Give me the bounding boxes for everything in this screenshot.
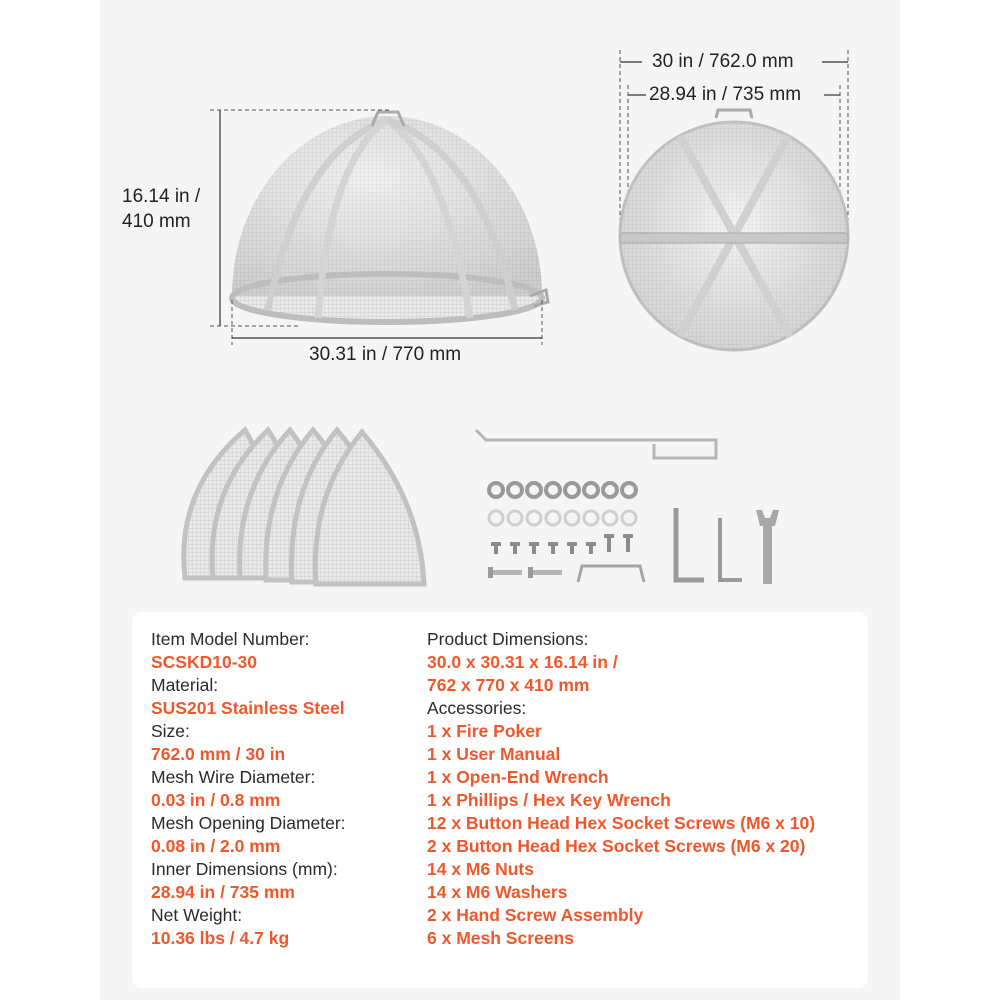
net-weight-label: Net Weight: [151, 905, 243, 925]
accessory-item: 14 x M6 Nuts [427, 859, 534, 879]
washer [622, 511, 636, 525]
accessory-item: 1 x Open-End Wrench [427, 767, 609, 787]
inner-dimensions-value: 28.94 in / 735 mm [151, 882, 295, 902]
hand-screw [530, 570, 562, 575]
nut [527, 483, 541, 497]
screw [491, 542, 501, 554]
hex-key [676, 508, 704, 580]
accessory-item: 12 x Button Head Hex Socket Screws (M6 x 10) [427, 813, 816, 833]
hand-screw [490, 570, 522, 575]
accessories-label: Accessories: [427, 698, 527, 718]
size-value: 762.0 mm / 30 in [151, 744, 286, 764]
product-dimensions-label: Product Dimensions: [427, 629, 589, 649]
washer [546, 511, 560, 525]
fire-poker [476, 430, 716, 458]
mesh-wire-label: Mesh Wire Diameter: [151, 767, 316, 787]
specifications-card [132, 612, 868, 988]
specs-left-column [151, 628, 346, 950]
washer [584, 511, 598, 525]
material-value: SUS201 Stainless Steel [151, 698, 345, 718]
screw [510, 542, 520, 554]
washer [508, 511, 522, 525]
nut [489, 483, 503, 497]
screw [604, 534, 614, 552]
model-label: Item Model Number: [151, 629, 310, 649]
accessory-item: 14 x M6 Washers [427, 882, 568, 902]
side-height-label-1: 16.14 in / [122, 186, 201, 207]
accessory-item: 1 x Fire Poker [427, 721, 542, 741]
nut [565, 483, 579, 497]
nut [603, 483, 617, 497]
screw [623, 534, 633, 552]
mesh-opening-value: 0.08 in / 2.0 mm [151, 836, 281, 856]
net-weight-value: 10.36 lbs / 4.7 kg [151, 928, 290, 948]
nuts [489, 483, 636, 497]
hand-screw-assemblies [488, 567, 562, 578]
screw [567, 542, 577, 554]
open-end-wrench [756, 510, 779, 584]
side-width-label: 30.31 in / 770 mm [309, 344, 462, 365]
nut [546, 483, 560, 497]
accessory-item: 2 x Hand Screw Assembly [427, 905, 644, 925]
mesh-screens [184, 430, 424, 584]
wrench-head [756, 510, 779, 526]
model-value: SCSKD10-30 [151, 652, 258, 672]
wrench-shaft [763, 522, 772, 584]
washer [603, 511, 617, 525]
accessory-item: 2 x Button Head Hex Socket Screws (M6 x 20) [427, 836, 806, 856]
screw [529, 542, 539, 554]
washers [489, 511, 636, 525]
size-label: Size: [151, 721, 190, 741]
washer [489, 511, 503, 525]
hand-screw-head [528, 567, 533, 578]
nut [508, 483, 522, 497]
hand-screw-head [488, 567, 493, 578]
hex-key-small [720, 518, 742, 580]
washer [565, 511, 579, 525]
material-label: Material: [151, 675, 219, 695]
nut [622, 483, 636, 497]
specs-right-column [427, 628, 815, 950]
top-rim-band [620, 233, 848, 243]
mesh-wire-value: 0.03 in / 0.8 mm [151, 790, 281, 810]
handle-bracket [578, 566, 644, 582]
product-dimensions-value-2: 762 x 770 x 410 mm [427, 675, 590, 695]
inner-dimensions-label: Inner Dimensions (mm): [151, 859, 338, 879]
top-inner-label: 28.94 in / 735 mm [649, 84, 802, 105]
screws [491, 534, 633, 554]
accessory-item: 1 x Phillips / Hex Key Wrench [427, 790, 671, 810]
top-handle [716, 110, 752, 118]
nut [584, 483, 598, 497]
accessory-item: 1 x User Manual [427, 744, 561, 764]
accessory-item: 6 x Mesh Screens [427, 928, 574, 948]
washer [527, 511, 541, 525]
product-dimensions-value-1: 30.0 x 30.31 x 16.14 in / [427, 652, 618, 672]
screw [548, 542, 558, 554]
top-outer-label: 30 in / 762.0 mm [652, 51, 794, 72]
screw [586, 542, 596, 554]
dome-side-view [210, 110, 548, 345]
mesh-opening-label: Mesh Opening Diameter: [151, 813, 346, 833]
side-height-label-2: 410 mm [122, 211, 191, 232]
